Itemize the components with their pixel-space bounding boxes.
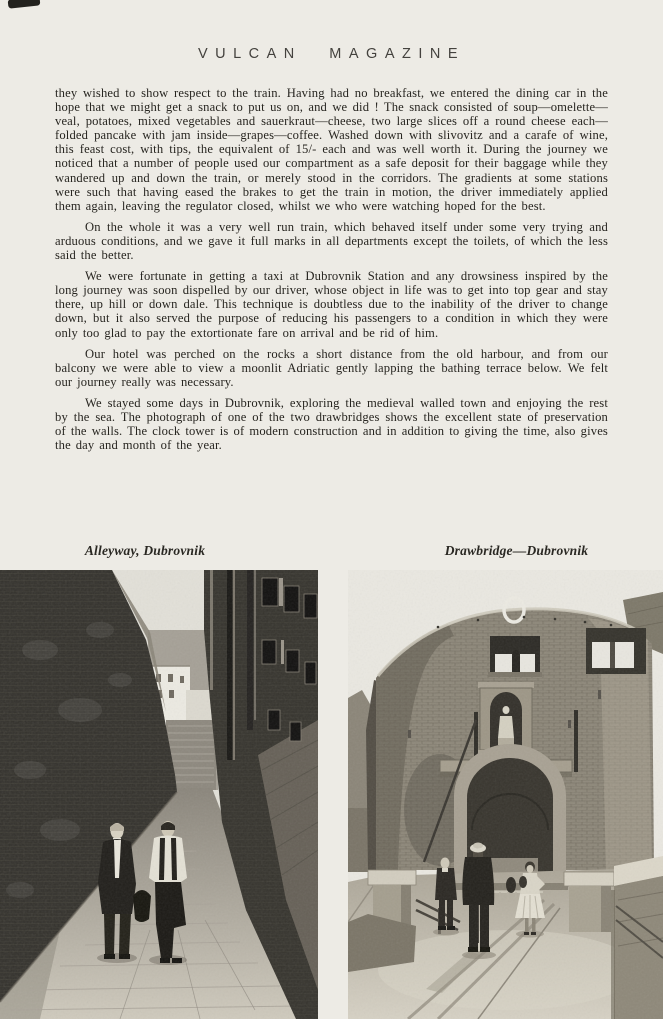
paragraph: We stayed some days in Dubrovnik, exploring the medieval walled town and enjoying the rest by the sea. The photograph of one of the two drawbridges shows the excellent state of preservation of the walls. The clock tower is of modern construction and in addition to giving the time, also gives the day and month of the year. bbox=[55, 395, 608, 453]
photo-grain bbox=[348, 570, 663, 1019]
article-body bbox=[55, 86, 608, 459]
paragraph: On the whole it was a very well run train, which behaved itself under some very trying and arduous conditions, and we gave it full marks in all departments except the toilets, of which the less said the better. bbox=[55, 219, 608, 263]
scan-artifact bbox=[8, 0, 41, 9]
photo-alleyway bbox=[0, 570, 318, 1019]
paragraph: they wished to show respect to the train. Having had no breakfast, we entered the dining car in the hope that we might get a snack to put us on, and we did ! The snack consisted of soup—omelette—veal, potatoes, mixed vegetables and sauerkraut—cheese, two large slices off a round cheese each—folded pancake with jam inside—grapes—coffee. Washed down with slivovitz and a carafe of wine, this feast cost, with tips, the equivalent of 15/- each and was well worth it. During the journey we noticed that a number of people used our compartment as a safe deposit for their baggage while they wandered up and down the train, or merely stood in the corridors. The gradients at some stations were such that having eased the brakes to get the train in motion, the driver immediately applied them again, leaving the regulator closed, whilst we who were watching hoped for the best. bbox=[55, 86, 608, 213]
running-head: VULCAN MAGAZINE bbox=[197, 46, 466, 62]
photo-grain bbox=[0, 570, 318, 1019]
photo-caption-drawbridge: Drawbridge—Dubrovnik bbox=[444, 543, 589, 558]
paragraph: We were fortunate in getting a taxi at Dubrovnik Station and any drowsiness inspired by the long journey was soon dispelled by our driver, whose object in life was to get into top gear and stay there, up hill or down dale. This technique is doubtless due to the inability of the driver to change down, but it also served the purpose of reducing his passengers to a condition in which they were only too glad to pay the extortionate fare on arrival and be rid of him. bbox=[55, 269, 608, 340]
paragraph: Our hotel was perched on the rocks a short distance from the old harbour, and from our balcony we were able to view a moonlit Adriatic gently lapping the bathing terrace below. We felt our journey really was necessary. bbox=[55, 346, 608, 389]
photo-drawbridge bbox=[348, 570, 663, 1019]
photo-caption-alleyway: Alleyway, Dubrovnik bbox=[84, 543, 206, 558]
